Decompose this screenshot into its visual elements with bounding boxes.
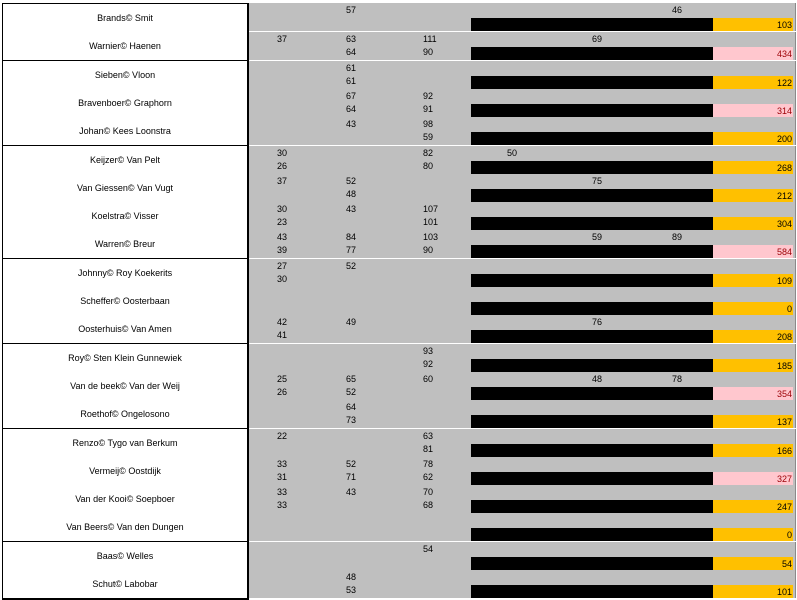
score-value[interactable]: 22: [277, 431, 288, 441]
score-value[interactable]: 49: [346, 317, 357, 327]
table-row: [0, 32, 797, 60]
table-row: [0, 513, 797, 541]
team-name-cell[interactable]: Johan© Kees Loonstra: [2, 117, 249, 147]
score-value[interactable]: 61: [346, 63, 357, 73]
score-value[interactable]: 42: [277, 317, 288, 327]
score-value[interactable]: 25: [277, 374, 288, 384]
score-value[interactable]: 63: [346, 34, 357, 44]
total-cell[interactable]: 54: [713, 557, 793, 570]
black-bar: [471, 47, 713, 60]
score-value[interactable]: 52: [346, 176, 357, 186]
score-value[interactable]: 52: [346, 261, 357, 271]
score-value[interactable]: 90: [423, 47, 434, 57]
score-value[interactable]: 93: [423, 346, 434, 356]
team-name-cell[interactable]: Koelstra© Visser: [2, 202, 249, 232]
total-cell[interactable]: 137: [713, 415, 793, 428]
score-value[interactable]: 37: [277, 34, 288, 44]
score-value[interactable]: 54: [423, 544, 434, 554]
table-row: [0, 202, 797, 230]
score-value[interactable]: 71: [346, 472, 357, 482]
score-value[interactable]: 60: [423, 374, 434, 384]
team-name-cell[interactable]: Roy© Sten Klein Gunnewiek: [2, 344, 249, 374]
score-value[interactable]: 26: [277, 161, 288, 171]
table-row: [0, 230, 797, 258]
table-row: [0, 542, 797, 570]
total-cell[interactable]: 101: [713, 585, 793, 598]
table-row: [0, 259, 797, 287]
score-value[interactable]: 92: [423, 91, 434, 101]
black-bar: [471, 585, 713, 598]
score-value[interactable]: 64: [346, 104, 357, 114]
score-value[interactable]: 41: [277, 330, 288, 340]
black-bar: [471, 161, 713, 174]
black-bar: [471, 18, 713, 31]
table-row: [0, 3, 797, 31]
total-cell[interactable]: 166: [713, 444, 793, 457]
score-value[interactable]: 27: [277, 261, 288, 271]
score-value[interactable]: 59: [423, 132, 434, 142]
team-name-cell[interactable]: Keijzer© Van Pelt: [2, 146, 249, 176]
black-bar: [471, 472, 713, 485]
table-row: [0, 61, 797, 89]
table-row: [0, 174, 797, 202]
black-bar: [471, 245, 713, 258]
team-name-cell[interactable]: Vermeij© Oostdijk: [2, 457, 249, 487]
score-value[interactable]: 23: [277, 217, 288, 227]
table-row: [0, 146, 797, 174]
score-value[interactable]: 78: [423, 459, 434, 469]
score-value[interactable]: 98: [423, 119, 434, 129]
score-value[interactable]: 48: [346, 189, 357, 199]
score-value[interactable]: 30: [277, 148, 288, 158]
total-cell[interactable]: 434: [713, 47, 793, 60]
score-value[interactable]: 57: [346, 5, 357, 15]
score-value[interactable]: 75: [592, 176, 603, 186]
team-name-cell[interactable]: Warnier© Haenen: [2, 32, 249, 62]
table-row: [0, 485, 797, 513]
table-row: [0, 570, 797, 598]
score-value[interactable]: 92: [423, 359, 434, 369]
table-row: [0, 344, 797, 372]
score-value[interactable]: 89: [672, 232, 683, 242]
table-row: [0, 372, 797, 400]
total-cell[interactable]: 314: [713, 104, 793, 117]
black-bar: [471, 415, 713, 428]
table-row: [0, 117, 797, 145]
black-bar: [471, 500, 713, 513]
table-row: [0, 315, 797, 343]
team-name-cell[interactable]: Baas© Welles: [2, 542, 249, 572]
score-value[interactable]: 52: [346, 387, 357, 397]
total-cell[interactable]: 247: [713, 500, 793, 513]
score-value[interactable]: 37: [277, 176, 288, 186]
team-name-cell[interactable]: Sieben© Vloon: [2, 61, 249, 91]
team-name-cell[interactable]: Renzo© Tygo van Berkum: [2, 429, 249, 459]
score-value[interactable]: 43: [277, 232, 288, 242]
black-bar: [471, 330, 713, 343]
team-name-cell[interactable]: Van Giessen© Van Vugt: [2, 174, 249, 204]
score-value[interactable]: 69: [592, 34, 603, 44]
team-name-cell[interactable]: Van Beers© Van den Dungen: [2, 513, 249, 543]
black-bar: [471, 557, 713, 570]
total-cell[interactable]: 103: [713, 18, 793, 31]
total-cell[interactable]: 0: [713, 528, 793, 541]
black-bar: [471, 274, 713, 287]
total-cell[interactable]: 304: [713, 217, 793, 230]
score-value[interactable]: 80: [423, 161, 434, 171]
score-value[interactable]: 73: [346, 415, 357, 425]
score-value[interactable]: 77: [346, 245, 357, 255]
team-name-cell[interactable]: Warren© Breur: [2, 230, 249, 260]
score-value[interactable]: 81: [423, 444, 434, 454]
black-bar: [471, 302, 713, 315]
score-value[interactable]: 68: [423, 500, 434, 510]
score-value[interactable]: 101: [423, 217, 439, 227]
score-value[interactable]: 43: [346, 119, 357, 129]
score-value[interactable]: 67: [346, 91, 357, 101]
score-value[interactable]: 43: [346, 487, 357, 497]
team-name-cell[interactable]: Johnny© Roy Koekerits: [2, 259, 249, 289]
total-cell[interactable]: 200: [713, 132, 793, 145]
score-value[interactable]: 52: [346, 459, 357, 469]
total-cell[interactable]: 0: [713, 302, 793, 315]
score-value[interactable]: 33: [277, 459, 288, 469]
team-name-cell[interactable]: Bravenboer© Graphorn: [2, 89, 249, 119]
table-row: [0, 429, 797, 457]
team-name-cell[interactable]: Scheffer© Oosterbaan: [2, 287, 249, 317]
score-value[interactable]: 30: [277, 204, 288, 214]
score-value[interactable]: 48: [346, 572, 357, 582]
score-value[interactable]: 76: [592, 317, 603, 327]
black-bar: [471, 217, 713, 230]
total-cell[interactable]: 327: [713, 472, 793, 485]
total-cell[interactable]: 354: [713, 387, 793, 400]
score-value[interactable]: 111: [423, 34, 437, 44]
black-bar: [471, 189, 713, 202]
score-value[interactable]: 64: [346, 402, 357, 412]
black-bar: [471, 132, 713, 145]
score-value[interactable]: 31: [277, 472, 288, 482]
score-value[interactable]: 53: [346, 585, 357, 595]
score-value[interactable]: 26: [277, 387, 288, 397]
score-value[interactable]: 84: [346, 232, 357, 242]
score-value[interactable]: 39: [277, 245, 288, 255]
team-name-cell[interactable]: Oosterhuis© Van Amen: [2, 315, 249, 345]
score-value[interactable]: 63: [423, 431, 434, 441]
team-name-cell[interactable]: Schut© Labobar: [2, 570, 249, 600]
score-value[interactable]: 107: [423, 204, 439, 214]
black-bar: [471, 528, 713, 541]
score-value[interactable]: 48: [592, 374, 603, 384]
score-value[interactable]: 62: [423, 472, 434, 482]
total-cell[interactable]: 208: [713, 330, 793, 343]
score-value[interactable]: 50: [507, 148, 518, 158]
total-cell[interactable]: 212: [713, 189, 793, 202]
team-name-cell[interactable]: Van der Kooi© Soepboer: [2, 485, 249, 515]
total-cell[interactable]: 185: [713, 359, 793, 372]
score-value[interactable]: 64: [346, 47, 357, 57]
score-value[interactable]: 61: [346, 76, 357, 86]
score-value[interactable]: 82: [423, 148, 434, 158]
black-bar: [471, 387, 713, 400]
team-name-cell[interactable]: Roethof© Ongelosono: [2, 400, 249, 430]
black-bar: [471, 359, 713, 372]
total-cell[interactable]: 584: [713, 245, 793, 258]
team-name-cell[interactable]: Brands© Smit: [2, 3, 249, 34]
table-row: [0, 400, 797, 428]
total-cell[interactable]: 268: [713, 161, 793, 174]
score-value[interactable]: 78: [672, 374, 683, 384]
black-bar: [471, 76, 713, 89]
table-row: [0, 457, 797, 485]
score-value[interactable]: 46: [672, 5, 683, 15]
team-name-cell[interactable]: Van de beek© Van der Weij: [2, 372, 249, 402]
score-value[interactable]: 103: [423, 232, 439, 242]
score-value[interactable]: 33: [277, 500, 288, 510]
black-bar: [471, 104, 713, 117]
table-row: [0, 287, 797, 315]
score-value[interactable]: 33: [277, 487, 288, 497]
score-value[interactable]: 91: [423, 104, 434, 114]
score-value[interactable]: 59: [592, 232, 603, 242]
score-value[interactable]: 90: [423, 245, 434, 255]
total-cell[interactable]: 122: [713, 76, 793, 89]
score-value[interactable]: 43: [346, 204, 357, 214]
score-value[interactable]: 70: [423, 487, 434, 497]
score-value[interactable]: 30: [277, 274, 288, 284]
total-cell[interactable]: 109: [713, 274, 793, 287]
score-value[interactable]: 65: [346, 374, 357, 384]
table-row: [0, 89, 797, 117]
black-bar: [471, 444, 713, 457]
